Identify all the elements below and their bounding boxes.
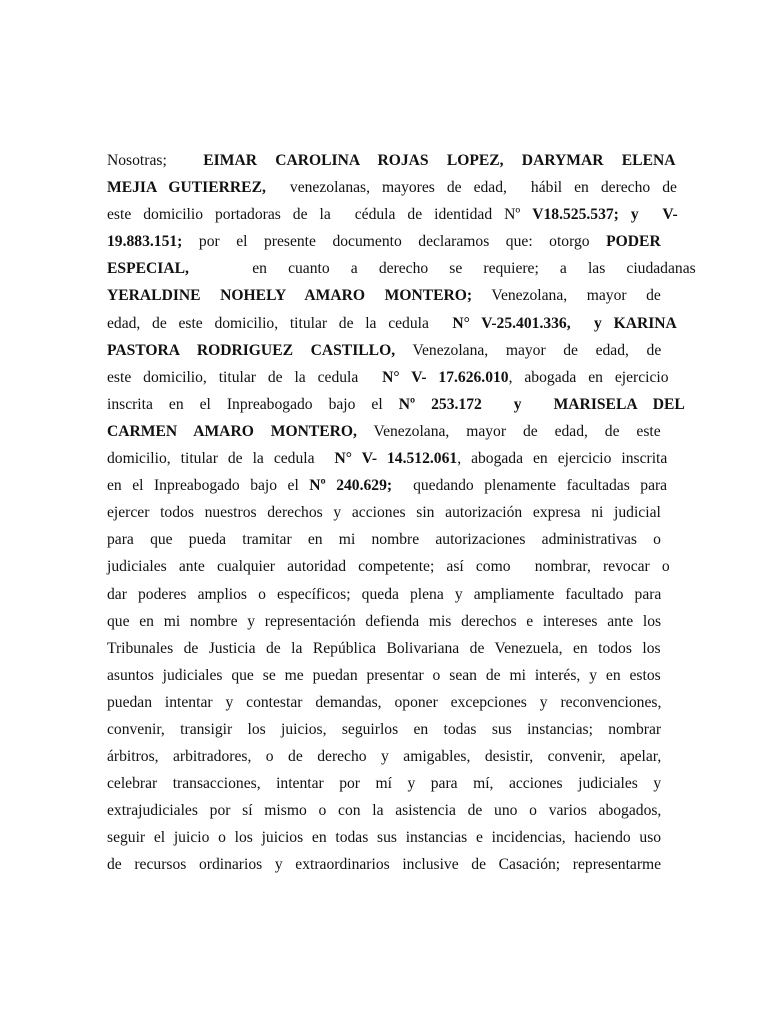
bold-text-segment: EIMAR CAROLINA ROJAS LOPEZ, DARYMAR ELENA [203,152,676,169]
text-line [107,797,661,824]
bold-text-segment: PODER [606,233,661,251]
text-line [107,662,661,689]
bold-text-segment: CARMEN AMARO MONTERO, [107,422,357,440]
text-segment: judiciales ante cualquier autoridad competente; así como nombrar, revocar o [107,558,670,576]
text-segment: en el Inpreabogado bajo el [107,477,310,495]
text-segment: dar poderes amplios o específicos; queda plena y ampliamente facultado para [107,585,662,603]
text-line [107,581,661,608]
text-line [107,716,661,743]
text-segment: árbitros, arbitradores, o de derecho y amigables, desistir, convenir, apelar, [107,748,662,766]
text-segment: venezolanas, mayores de edad, hábil en derecho de [265,179,677,197]
text-line [107,174,677,201]
text-line [107,553,670,580]
text-line [107,201,678,228]
text-line [107,743,661,770]
text-segment: inscrita en el Inpreabogado bajo el [107,395,399,413]
text-segment: para que pueda tramitar en mi nombre autorizaciones administrativas o [107,531,661,549]
text-line [107,526,661,553]
text-line [107,310,677,337]
text-line [107,824,661,851]
text-line [107,228,661,255]
bold-text-segment: MEJIA GUTIERREZ, [107,179,266,197]
text-line [107,364,669,391]
bold-text-segment: N° V- 14.512.061 [334,450,458,468]
text-line [107,635,661,662]
text-segment: en cuanto a derecho se requiere; a las ciudadanas [188,260,696,278]
bold-text-segment: N° V- 17.626.010 [382,368,509,386]
text-segment: seguir el juicio o los juicios en todas sus instancias e incidencias, haciendo uso [107,829,662,847]
text-line [107,472,668,499]
text-line [107,445,668,472]
text-segment: Nosotras; [107,152,204,169]
text-segment: por el presente documento declaramos que: otorgo [182,233,607,251]
text-line [107,608,661,635]
text-segment: Venezolana, mayor de edad, de [395,341,662,359]
bold-text-segment: Nº 253.172 y MARISELA DEL [398,395,685,413]
text-segment: ejercer todos nuestros derechos y acciones sin autorización expresa ni judicial [107,504,661,522]
text-segment: asuntos judiciales que se me puedan presentar o sean de mi interés, y en estos [107,666,661,684]
text-segment: edad, de este domicilio, titular de la cedula [107,314,453,332]
bold-text-segment: N° V-25.401.336, y KARINA [452,314,677,332]
bold-text-segment: 19.883.151; [107,233,183,251]
text-segment: Venezolana, mayor de [472,287,661,305]
power-of-attorney-text [107,147,696,879]
text-segment: , abogada en ejercicio [508,368,669,386]
bold-text-segment: PASTORA RODRIGUEZ CASTILLO, [107,341,396,359]
bold-text-segment: YERALDINE NOHELY AMARO MONTERO; [107,287,473,305]
text-line [107,851,661,878]
text-segment: puedan intentar y contestar demandas, oponer excepciones y reconvenciones, [107,693,662,711]
bold-text-segment: Nº 240.629; [309,477,393,495]
text-line [107,770,661,797]
text-line [107,282,661,309]
text-line [107,418,661,445]
text-segment: celebrar transacciones, intentar por mí y para mí, acciones judiciales y [107,775,662,793]
text-line [107,689,661,716]
text-segment: de recursos ordinarios y extraordinarios inclusive de Casación; representarme [107,856,662,874]
text-segment: este domicilio, titular de la cedula [107,368,383,386]
text-line [107,147,676,174]
text-segment: extrajudiciales por sí mismo o con la asistencia de uno o varios abogados, [107,802,662,820]
text-segment: este domicilio portadoras de la cédula de identidad Nº [107,206,533,224]
text-segment: quedando plenamente facultadas para [392,477,668,495]
text-line [107,391,685,418]
text-segment: Tribunales de Justicia de la República Bolivariana de Venezuela, en todos los [107,639,661,657]
text-segment: convenir, transigir los juicios, seguirlos en todas sus instancias; nombrar [107,720,662,738]
text-segment: , abogada en ejercicio inscrita [457,450,668,468]
bold-text-segment: ESPECIAL, [107,260,189,278]
text-segment: Venezolana, mayor de edad, de este [356,422,661,440]
bold-text-segment: V18.525.537; y V- [532,206,678,224]
text-segment: que en mi nombre y representación defienda mis derechos e intereses ante los [107,612,662,630]
text-line [107,255,696,282]
text-segment: domicilio, titular de la cedula [107,450,335,468]
text-line [107,499,661,526]
text-line [107,337,661,364]
